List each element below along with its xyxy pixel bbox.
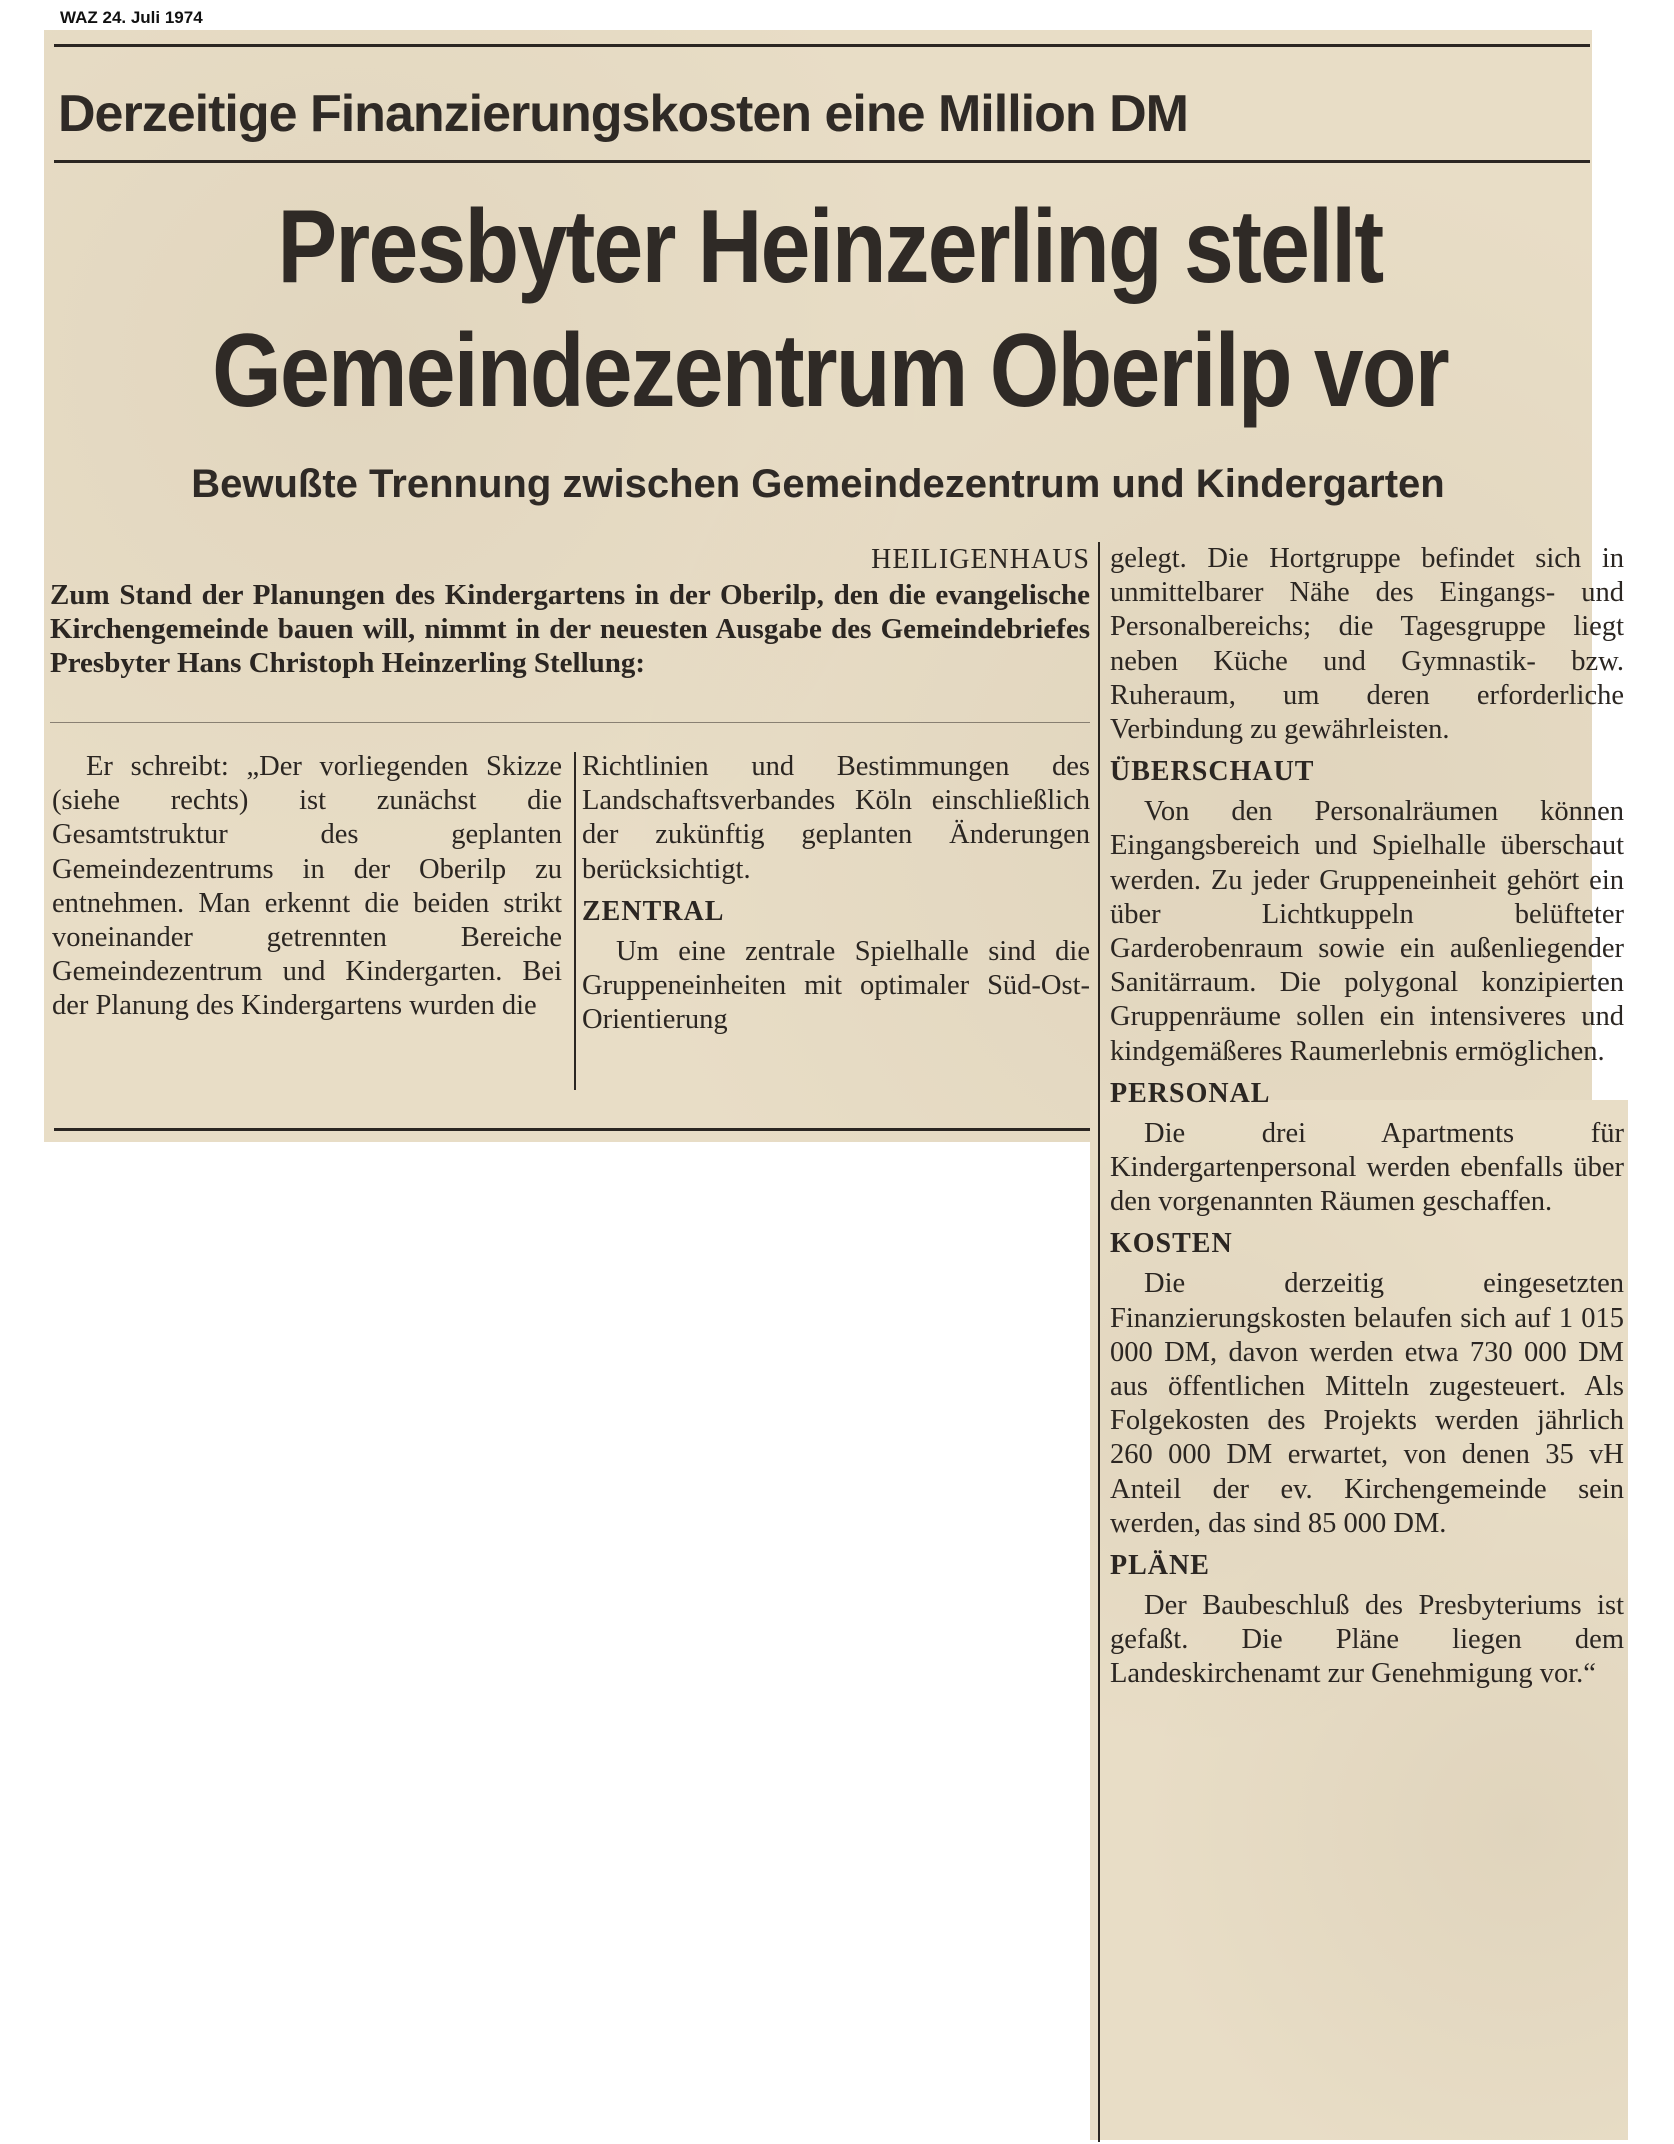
body-paragraph: Richtlinien und Bestimmungen des Landschaftsverbandes Köln einschließlich der zukünftig geplanten Änderungen berücksichtigt. <box>582 751 1090 885</box>
body-paragraph: Von den Personalräumen können Eingangsbereich und Spielhalle überschaut werden. Zu jeder Gruppeneinheit gehört ein über Lichtkuppeln belüfteter Garderobenraum sowie ein außenliegender Sanitärraum. Die polygonal konzipierten Gruppenräume sollen ein intensiveres und kindgemäßeres Raumerlebnis ermöglichen. <box>1110 796 1624 1067</box>
headline-line-1: Presbyter Heinzerling stellt <box>277 189 1383 305</box>
lead-column-rule <box>1098 542 1100 2142</box>
body-column-1 <box>52 750 562 1024</box>
dateline: HEILIGENHAUS <box>871 544 1090 575</box>
article-headline <box>168 185 1492 433</box>
article-lead <box>50 578 1090 680</box>
kicker-rule <box>54 160 1590 163</box>
body-column-3 <box>1110 542 1624 1692</box>
subheading-personal: PERSONAL <box>1110 1077 1271 1109</box>
source-label: WAZ 24. Juli 1974 <box>60 8 203 27</box>
body-paragraph: Die drei Apartments für Kindergartenpersonal werden ebenfalls über den vorgenannten Räumen geschaffen. <box>1110 1117 1624 1218</box>
top-rule <box>54 44 1590 47</box>
body-column-2 <box>582 750 1090 1037</box>
subheading-zentral: ZENTRAL <box>582 895 725 927</box>
body-paragraph: Um eine zentrale Spielhalle sind die Gruppeneinheiten mit optimaler Süd-Ost-Orientierung <box>582 935 1090 1036</box>
subheading-plaene: PLÄNE <box>1110 1550 1210 1582</box>
lead-paragraph: Zum Stand der Planungen des Kindergartens in der Oberilp, den die evangelische Kirchengemeinde bauen will, nimmt in der neuesten Ausgabe des Gemeindebriefes Presbyter Hans Christoph Heinzerling Stellung: <box>50 579 1090 679</box>
subheading-kosten: KOSTEN <box>1110 1228 1233 1260</box>
lead-bottom-rule <box>50 722 1090 723</box>
body-paragraph: Der Baubeschluß des Presbyteriums ist gefaßt. Die Pläne liegen dem Landeskirchenamt zur Genehmigung vor.“ <box>1110 1590 1624 1690</box>
body-paragraph: Er schreibt: „Der vorliegenden Skizze (siehe rechts) ist zunächst die Gesamtstruktur des geplanten Gemeindezentrums in der Oberilp zu entnehmen. Man erkennt die beiden strikt voneinander getrennten Bereiche Gemeindezentrum und Kindergarten. Bei der Planung des Kindergartens wurden die <box>52 751 562 1022</box>
body-paragraph: gelegt. Die Hortgruppe befindet sich in unmittelbarer Nähe des Eingangs- und Personalbereichs; die Tagesgruppe liegt neben Küche und Gymnastik- bzw. Ruheraum, um deren erforderliche Verbindung zu gewährleisten. <box>1110 543 1624 746</box>
body-paragraph: Die derzeitig eingesetzten Finanzierungskosten belaufen sich auf 1 015 000 DM, davon werden etwa 730 000 DM aus öffentlichen Mitteln zugesteuert. Als Folgekosten des Projekts werden jährlich 260 000 DM erwartet, von denen 35 vH Anteil der ev. Kirchengemeinde sein werden, das sind 85 000 DM. <box>1110 1268 1624 1539</box>
article-kicker: Derzeitige Finanzierungskosten eine Million DM <box>58 85 1188 143</box>
subheading-ueberschaut: ÜBERSCHAUT <box>1110 756 1315 788</box>
headline-line-2: Gemeindezentrum Oberilp vor <box>212 313 1448 429</box>
article-bottom-rule <box>54 1128 1090 1131</box>
article-subhead: Bewußte Trennung zwischen Gemeindezentrum und Kindergarten <box>191 462 1445 506</box>
column-divider-rule <box>574 752 576 1090</box>
